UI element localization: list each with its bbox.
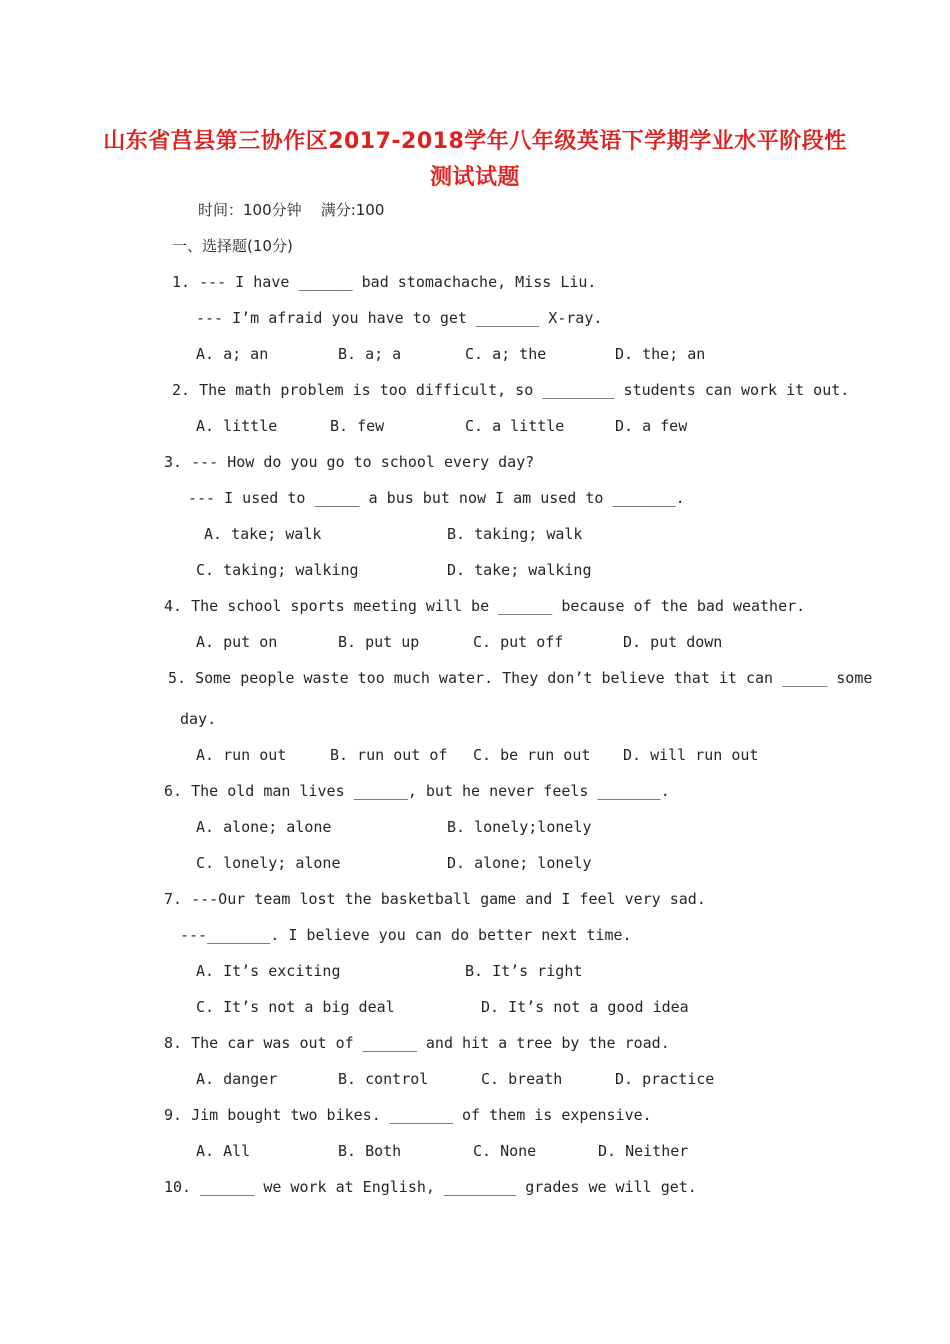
question-7-stem: 7. ---Our team lost the basketball game and I feel very sad.: [164, 890, 706, 908]
question-2-stem: 2. The math problem is too difficult, so ________ students can work it out.: [172, 381, 850, 399]
question-3-stem-2: --- I used to _____ a bus but now I am used to _______.: [188, 489, 685, 507]
question-7-option-b: B. It’s right: [465, 962, 583, 980]
question-3-option-c: C. taking; walking: [196, 561, 359, 579]
question-1-option-d: D. the; an: [615, 345, 706, 363]
question-9-stem: 9. Jim bought two bikes. _______ of them is expensive.: [164, 1106, 652, 1124]
question-9-option-c: C. None: [473, 1142, 537, 1160]
question-5-option-a: A. run out: [196, 746, 287, 764]
question-2-option-c: C. a little: [465, 417, 565, 435]
question-6-option-c: C. lonely; alone: [196, 854, 341, 872]
document-title-line-1: 山东省莒县第三协作区2017-2018学年八年级英语下学期学业水平阶段性: [103, 129, 847, 154]
question-5-stem-2: day.: [180, 710, 217, 728]
question-7-stem-2: ---_______. I believe you can do better next time.: [180, 926, 632, 944]
time-and-score-info: 时间：100分钟 满分:100: [198, 201, 385, 219]
question-4-stem: 4. The school sports meeting will be ______ because of the bad weather.: [164, 597, 806, 615]
question-8-option-a: A. danger: [196, 1070, 278, 1088]
question-6-option-d: D. alone; lonely: [447, 854, 592, 872]
question-2-option-a: A. little: [196, 417, 278, 435]
question-4-option-c: C. put off: [473, 633, 564, 651]
question-8-option-c: C. breath: [481, 1070, 563, 1088]
question-5-option-c: C. be run out: [473, 746, 591, 764]
document-title-line-2: 测试试题: [429, 165, 520, 190]
question-3-option-b: B. taking; walk: [447, 525, 583, 543]
question-7-option-c: C. It’s not a big deal: [196, 998, 395, 1016]
question-3-option-d: D. take; walking: [447, 561, 592, 579]
question-1-stem-2: --- I’m afraid you have to get _______ X-ray.: [196, 309, 603, 327]
question-10-stem: 10. ______ we work at English, ________ grades we will get.: [164, 1178, 697, 1196]
question-9-option-d: D. Neither: [598, 1142, 689, 1160]
question-1-stem: 1. --- I have ______ bad stomachache, Miss Liu.: [172, 273, 597, 291]
question-6-stem: 6. The old man lives ______, but he never feels _______.: [164, 782, 670, 800]
question-4-option-b: B. put up: [338, 633, 420, 651]
question-4-option-a: A. put on: [196, 633, 278, 651]
question-6-option-b: B. lonely;lonely: [447, 818, 592, 836]
question-7-option-d: D. It’s not a good idea: [481, 998, 689, 1016]
question-8-option-d: D. practice: [615, 1070, 715, 1088]
question-4-option-d: D. put down: [623, 633, 723, 651]
question-1-option-c: C. a; the: [465, 345, 547, 363]
question-7-option-a: A. It’s exciting: [196, 962, 341, 980]
question-1-option-b: B. a; a: [338, 345, 402, 363]
question-9-option-a: A. All: [196, 1142, 251, 1160]
section-heading: 一、选择题(10分): [172, 237, 293, 255]
question-5-option-b: B. run out of: [330, 746, 448, 764]
question-5-stem: 5. Some people waste too much water. They don’t believe that it can _____ some: [168, 669, 873, 687]
question-8-stem: 8. The car was out of ______ and hit a tree by the road.: [164, 1034, 670, 1052]
question-9-option-b: B. Both: [338, 1142, 402, 1160]
question-5-option-d: D. will run out: [623, 746, 759, 764]
question-2-option-b: B. few: [330, 417, 385, 435]
question-3-option-a: A. take; walk: [204, 525, 322, 543]
question-8-option-b: B. control: [338, 1070, 429, 1088]
question-3-stem: 3. --- How do you go to school every day?: [164, 453, 535, 471]
question-1-option-a: A. a; an: [196, 345, 269, 363]
question-2-option-d: D. a few: [615, 417, 688, 435]
question-6-option-a: A. alone; alone: [196, 818, 332, 836]
